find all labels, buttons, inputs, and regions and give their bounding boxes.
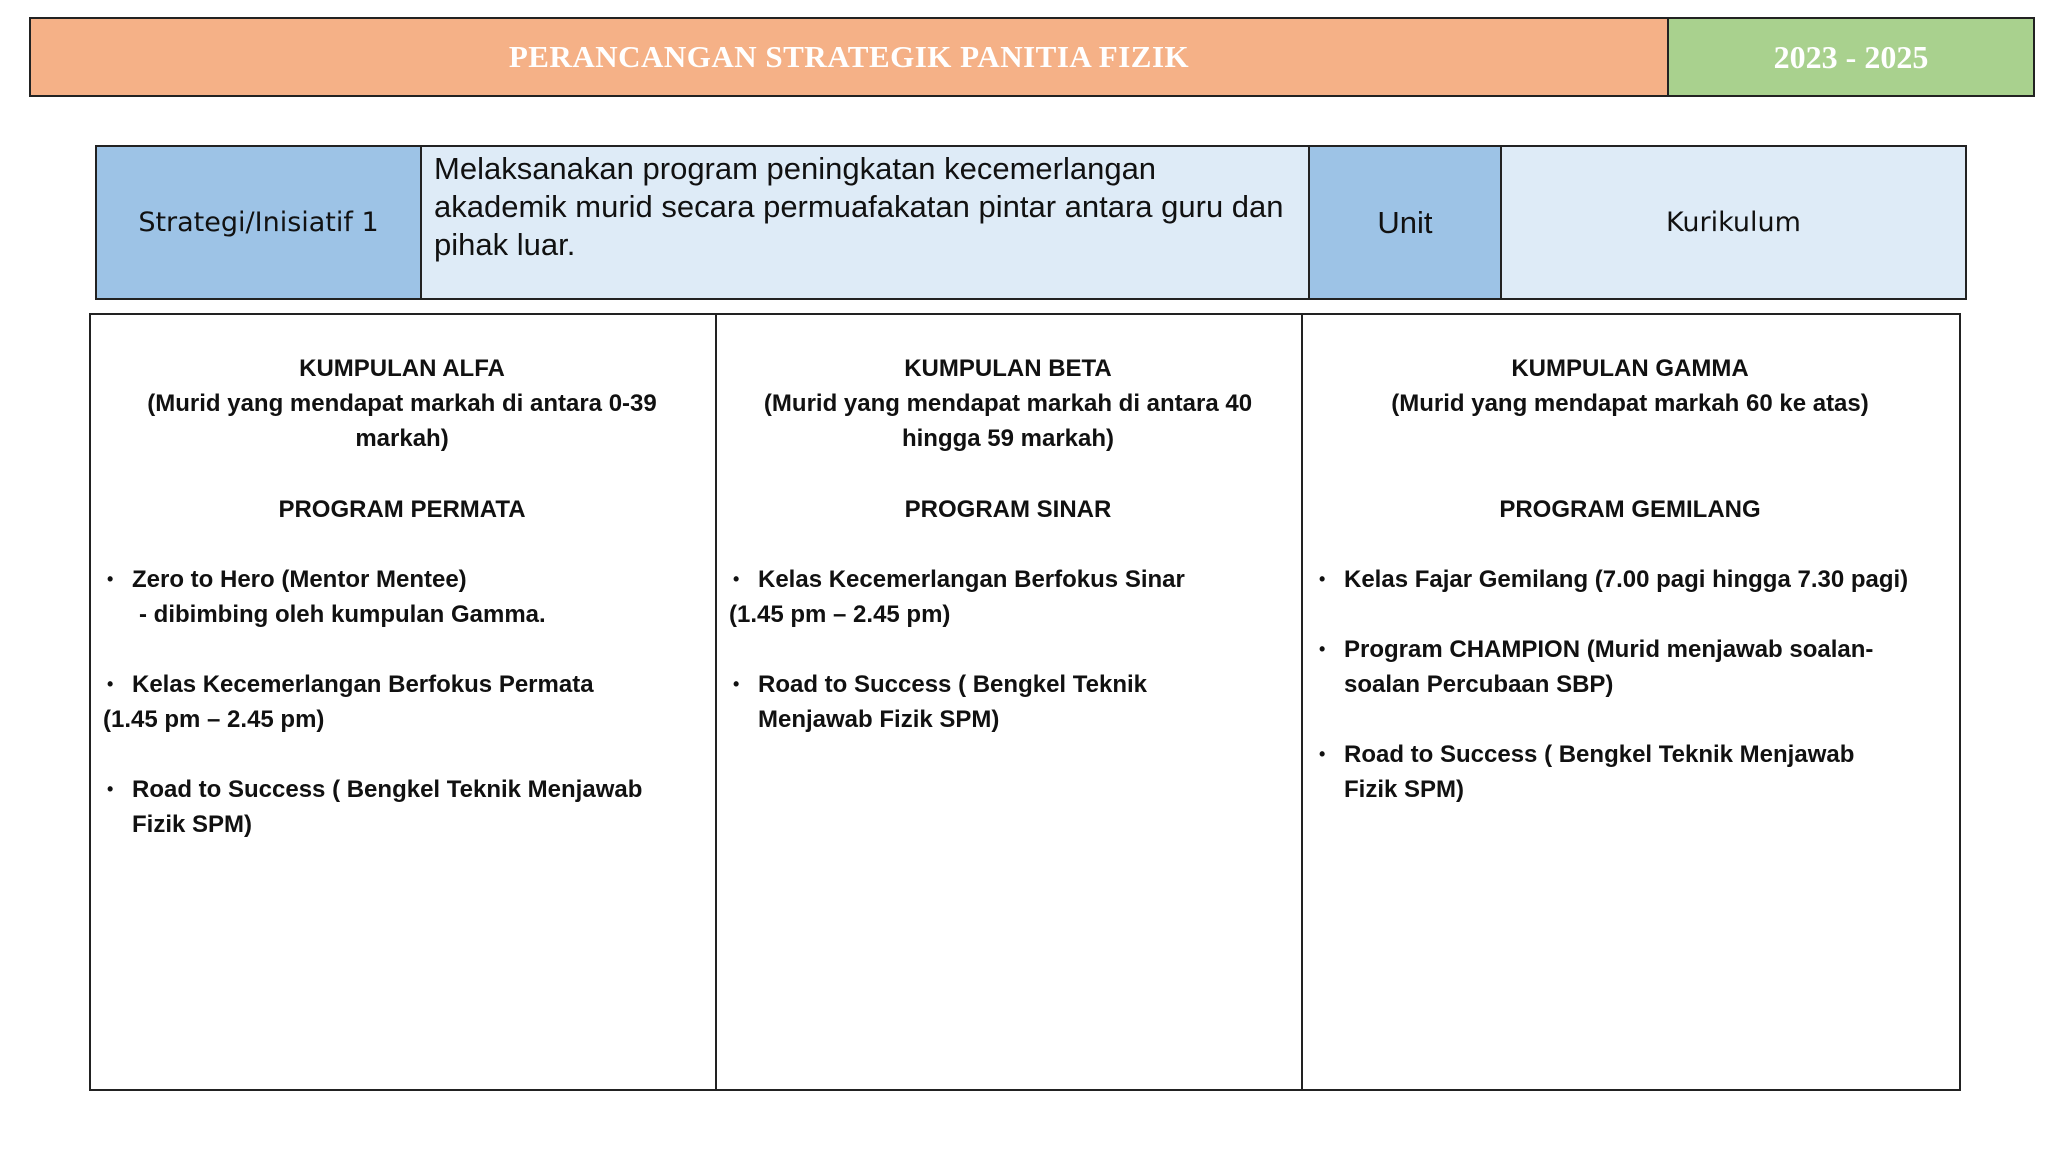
list-item: [1315, 632, 1945, 702]
bullet-icon: •: [107, 674, 114, 694]
group-title: KUMPULAN BETA: [904, 355, 1112, 382]
list-item: [1315, 562, 1945, 597]
groups-table: [89, 313, 1961, 1091]
list-item: [103, 772, 701, 842]
strategy-label: Strategi/Inisiatif 1: [97, 147, 422, 298]
list-item: [1315, 737, 1945, 807]
bullet-icon: •: [107, 569, 114, 589]
item-subtext: - dibimbing oleh kumpulan Gamma.: [139, 601, 546, 628]
bullet-icon: •: [733, 674, 740, 694]
bullet-icon: •: [1319, 744, 1326, 764]
item-text: Program CHAMPION (Murid menjawab soalan-: [1344, 636, 1874, 663]
bullet-icon: •: [107, 779, 114, 799]
unit-value: Kurikulum: [1502, 147, 1965, 298]
group-description: (Murid yang mendapat markah 60 ke atas): [1391, 390, 1869, 417]
item-text: Road to Success ( Bengkel Teknik: [758, 671, 1148, 698]
item-text: Kelas Kecemerlangan Berfokus Sinar: [758, 566, 1185, 593]
program-title: PROGRAM PERMATA: [278, 496, 526, 523]
list-item: [729, 562, 1287, 632]
item-text: Road to Success ( Bengkel Teknik Menjawab: [1344, 741, 1855, 768]
bullet-icon: •: [733, 569, 740, 589]
page-title: PERANCANGAN STRATEGIK PANITIA FIZIK: [31, 19, 1669, 95]
item-text: Kelas Fajar Gemilang (7.00 pagi hingga 7.30 pagi): [1344, 566, 1909, 593]
item-continuation: Menjawab Fizik SPM): [758, 706, 1000, 733]
group-description: (Murid yang mendapat markah di antara 0-39 markah): [147, 390, 657, 452]
unit-label: Unit: [1310, 147, 1502, 298]
program-list: [729, 562, 1287, 737]
program-title: PROGRAM GEMILANG: [1499, 496, 1761, 523]
group-title: KUMPULAN ALFA: [299, 355, 505, 382]
item-continuation: soalan Percubaan SBP): [1344, 671, 1614, 698]
group-gamma: [1301, 315, 1959, 1089]
item-continuation: (1.45 pm – 2.45 pm): [729, 601, 951, 628]
group-description: (Murid yang mendapat markah di antara 40 hingga 59 markah): [763, 390, 1253, 452]
item-text: Zero to Hero (Mentor Mentee): [132, 566, 467, 593]
item-continuation: Fizik SPM): [1344, 776, 1465, 803]
item-text: Road to Success ( Bengkel Teknik Menjawab: [132, 776, 643, 803]
program-list: [103, 562, 701, 842]
group-alfa: [91, 315, 715, 1089]
list-item: [103, 562, 701, 632]
strategy-text: Melaksanakan program peningkatan kecemerlangan akademik murid secara permuafakatan pintar antara guru dan pihak luar.: [422, 147, 1310, 298]
list-item: [103, 667, 701, 737]
bullet-icon: •: [1319, 639, 1326, 659]
item-continuation: (1.45 pm – 2.45 pm): [103, 706, 325, 733]
bullet-icon: •: [1319, 569, 1326, 589]
header-banner: [29, 17, 2035, 97]
group-beta: [715, 315, 1301, 1089]
program-title: PROGRAM SINAR: [904, 496, 1112, 523]
item-text: Kelas Kecemerlangan Berfokus Permata: [132, 671, 594, 698]
item-continuation: Fizik SPM): [132, 811, 253, 838]
group-title: KUMPULAN GAMMA: [1511, 355, 1749, 382]
strategy-row: [95, 145, 1967, 300]
list-item: [729, 667, 1287, 737]
year-range: 2023 - 2025: [1669, 19, 2033, 95]
program-list: [1315, 562, 1945, 807]
